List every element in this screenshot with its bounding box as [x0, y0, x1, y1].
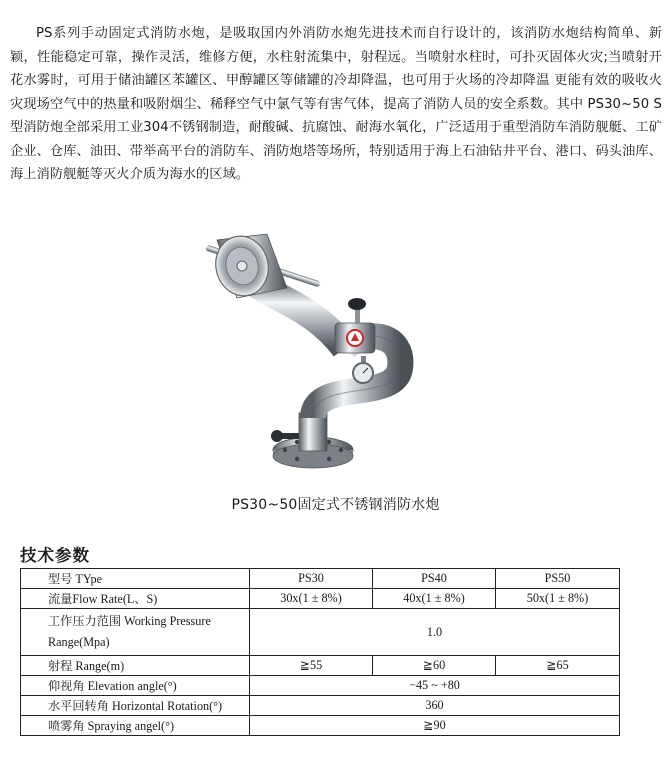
cell-flow: 40x(1 ± 8%): [373, 589, 496, 609]
table-row: [21, 696, 620, 716]
pressure-gauge-icon: [353, 356, 373, 383]
row-label-pressure: 工作压力范围 Working Pressure Range(Mpa): [21, 609, 250, 656]
cell-model: PS50: [496, 569, 620, 589]
row-label-rotation: 水平回转角 Horizontal Rotation(°): [21, 696, 250, 716]
table-row: [21, 569, 620, 589]
row-label-flow: 流量Flow Rate(L、S): [21, 589, 250, 609]
cell-flow: 30x(1 ± 8%): [250, 589, 373, 609]
table-row: [21, 656, 620, 676]
fire-monitor-image: [195, 228, 435, 486]
section-title: 技术参数: [20, 546, 90, 565]
row-label-elevation: 仰视角 Elevation angle(°): [21, 676, 250, 696]
row-label-spray: 喷雾角 Spraying angel(°): [21, 716, 250, 736]
cell-model: PS30: [250, 569, 373, 589]
table-row: [21, 589, 620, 609]
cell-range: ≧55: [250, 656, 373, 676]
row-label-type: 型号 TYpe: [21, 569, 250, 589]
spec-table: [20, 568, 620, 736]
brand-badge-icon: [347, 330, 363, 346]
cell-spray: ≧90: [250, 716, 620, 736]
cell-elevation: −45 ~ +80: [250, 676, 620, 696]
cell-model: PS40: [373, 569, 496, 589]
figure-caption: PS30~50固定式不锈钢消防水炮: [231, 497, 440, 513]
cell-range: ≧65: [496, 656, 620, 676]
top-knob-icon: [348, 298, 366, 324]
cell-flow: 50x(1 ± 8%): [496, 589, 620, 609]
table-row: [21, 676, 620, 696]
row-label-range: 射程 Range(m): [21, 656, 250, 676]
product-description: PS系列手动固定式消防水炮，是吸取国内外消防水炮先进技术而自行设计的，该消防水炮结构简单、新颖，性能稳定可靠，操作灵活，维修方便，水柱射流集中，射程远。当喷射水柱时，可扑灭固体火灾;当喷射开花水雾时，可用于储油罐区苯罐区、甲醇罐区等储罐的冷却降温，也可用于火场的冷却降温 更能有效的吸收火灾现场空气中的热量和吸附烟尘、稀释空气中氯气等有害气体，提高了消防人员的安全系数。其中 PS30~50 S型消防炮全部采用工业304不锈钢制造，耐酸碱、抗腐蚀、耐海水氧化，广泛适用于重型消防车消防舰艇、工矿企业、仓库、油田、带举高平台的消防车、消防炮塔等场所，特别适用于海上石油钻井平台、港口、码头油库、海上消防舰艇等灭火介质为海水的区域。: [10, 26, 662, 183]
cell-range: ≧60: [373, 656, 496, 676]
cell-rotation: 360: [250, 696, 620, 716]
table-row: [21, 716, 620, 736]
table-row: [21, 609, 620, 656]
cell-pressure: 1.0: [250, 609, 620, 656]
